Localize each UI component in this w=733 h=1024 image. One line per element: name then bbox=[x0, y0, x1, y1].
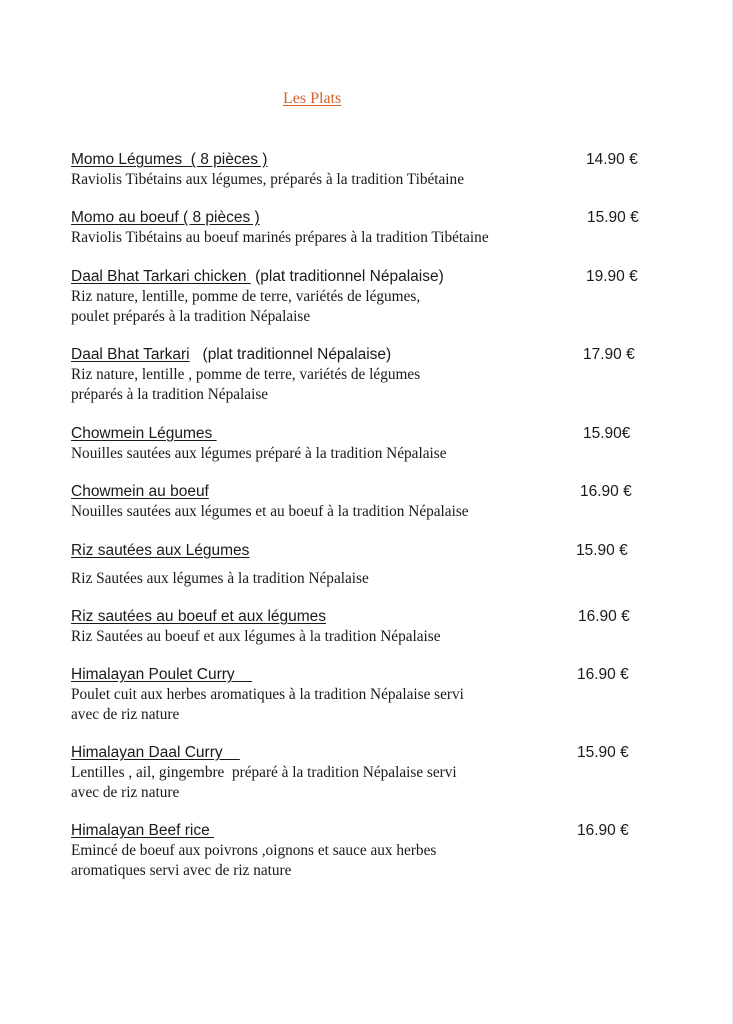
dish-description bbox=[71, 287, 541, 326]
dish-name-extra: (plat traditionnel Népalaise) bbox=[189, 346, 392, 363]
description-line bbox=[71, 561, 541, 569]
dish-name bbox=[71, 151, 267, 169]
description-line: aromatiques servi avec de riz nature bbox=[71, 861, 292, 879]
dish-name-underlined: Himalayan Poulet Curry bbox=[71, 666, 252, 683]
dish-name-underlined: Momo au boeuf ( 8 pièces ) bbox=[71, 209, 260, 226]
dish-name bbox=[71, 209, 260, 227]
dish-description bbox=[71, 228, 541, 248]
description-line: Riz nature, lentille, pomme de terre, variétés de légumes, bbox=[71, 288, 421, 305]
dish-price: 15.90€ bbox=[583, 425, 631, 442]
description-line: Raviolis Tibétains aux légumes, préparés à la tradition Tibétaine bbox=[71, 171, 464, 188]
dish-description bbox=[71, 365, 541, 404]
dish-price: 15.90 € bbox=[587, 209, 639, 226]
dish-name bbox=[71, 744, 240, 762]
menu-title: Les Plats bbox=[283, 90, 342, 107]
dish-price: 14.90 € bbox=[586, 151, 638, 168]
dish-description bbox=[71, 627, 541, 647]
dish-price: 15.90 € bbox=[576, 542, 628, 559]
description-line: Nouilles sautées aux légumes préparé à la tradition Népalaise bbox=[71, 445, 447, 462]
dish-description bbox=[71, 561, 541, 589]
description-line: Riz Sautées aux légumes à la tradition Népalaise bbox=[71, 570, 369, 587]
dish-name bbox=[71, 425, 217, 443]
description-line: Nouilles sautées aux légumes et au boeuf à la tradition Népalaise bbox=[71, 503, 469, 520]
description-line: Poulet cuit aux herbes aromatiques à la tradition Népalaise servi bbox=[71, 686, 464, 703]
dish-name-underlined: Chowmein au boeuf bbox=[71, 483, 209, 500]
dish-description bbox=[71, 763, 541, 802]
description-line: avec de riz nature bbox=[71, 705, 180, 723]
dish-name bbox=[71, 666, 252, 684]
dish-price: 16.90 € bbox=[578, 608, 630, 625]
description-line: Lentilles , ail, gingembre préparé à la tradition Népalaise servi bbox=[71, 764, 457, 781]
dish-name bbox=[71, 542, 249, 560]
dish-name-extra: ( 8 pièces ) bbox=[186, 151, 268, 168]
description-line: Riz nature, lentille , pomme de terre, variétés de légumes bbox=[71, 366, 421, 383]
dish-name-underlined: Riz sautées aux Légumes bbox=[71, 542, 250, 559]
dish-name-underlined: Chowmein Légumes bbox=[71, 425, 217, 442]
description-line: Emincé de boeuf aux poivrons ,oignons et sauce aux herbes bbox=[71, 842, 437, 859]
dish-name bbox=[71, 483, 209, 501]
description-line: préparés à la tradition Népalaise bbox=[71, 385, 269, 403]
dish-name-extra: (plat traditionnel Népalaise) bbox=[250, 268, 444, 285]
description-line: poulet préparés à la tradition Népalaise bbox=[71, 307, 311, 325]
dish-price: 16.90 € bbox=[577, 822, 629, 839]
dish-name-underlined: Himalayan Daal Curry bbox=[71, 744, 240, 761]
dish-name-underlined: Daal Bhat Tarkari bbox=[71, 346, 190, 363]
dish-description bbox=[71, 170, 541, 190]
description-line: Riz Sautées au boeuf et aux légumes à la tradition Népalaise bbox=[71, 628, 441, 645]
dish-name-underlined: Himalayan Beef rice bbox=[71, 822, 215, 839]
dish-name bbox=[71, 608, 326, 626]
dish-name bbox=[71, 822, 214, 840]
dish-price: 19.90 € bbox=[586, 268, 638, 285]
dish-price: 15.90 € bbox=[577, 744, 629, 761]
dish-description bbox=[71, 502, 541, 522]
dish-price: 16.90 € bbox=[577, 666, 629, 683]
dish-description bbox=[71, 841, 541, 880]
dish-name-underlined: Daal Bhat Tarkari chicken bbox=[71, 268, 251, 285]
dish-name-underlined: Momo Légumes bbox=[71, 151, 187, 168]
description-line: avec de riz nature bbox=[71, 783, 180, 801]
description-line: Raviolis Tibétains au boeuf marinés prépares à la tradition Tibétaine bbox=[71, 229, 489, 246]
dish-description bbox=[71, 444, 541, 464]
dish-name-underlined: Riz sautées au boeuf et aux légumes bbox=[71, 608, 327, 625]
dish-name bbox=[71, 268, 444, 286]
dish-name bbox=[71, 346, 391, 364]
dish-price: 16.90 € bbox=[580, 483, 632, 500]
dish-description bbox=[71, 685, 541, 724]
dish-price: 17.90 € bbox=[583, 346, 635, 363]
